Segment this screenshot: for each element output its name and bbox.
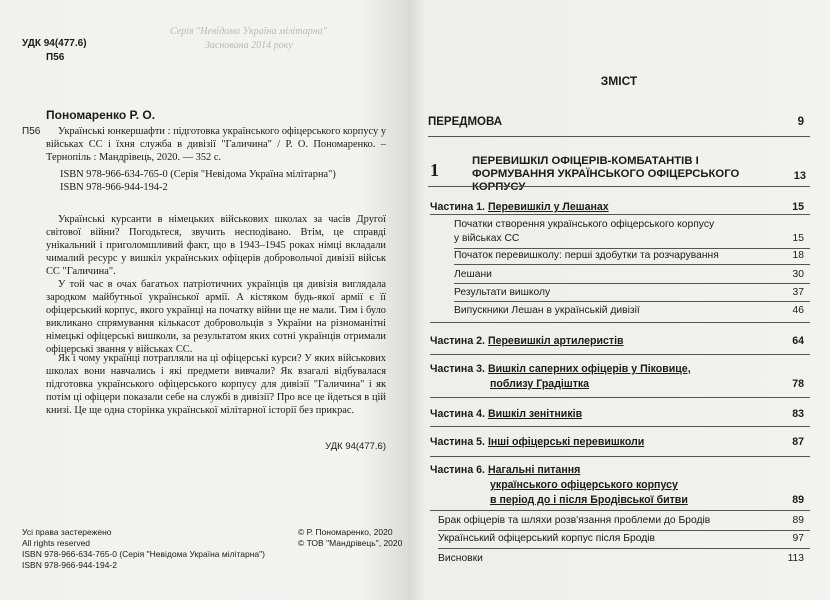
part-title: Перевишкіл у Лешанах bbox=[487, 201, 609, 213]
annotation-paragraph: Українські курсанти в німецьких військових школах за часів Другої світової війни? Погодьтеся, звучить несподівано. Втім, це справді унікальний і приголомшливий факт, що в 1943–1945 роках німці вкладали чималий ресурс у вишкіл українських офіцерів добровольчої дивізії військ СС "Галичина". bbox=[46, 214, 386, 277]
isbn-small: ISBN 978-966-944-194-2 bbox=[22, 560, 117, 570]
toc-page-number: 83 bbox=[792, 408, 804, 420]
divider bbox=[428, 136, 810, 137]
divider bbox=[454, 301, 810, 302]
author-code: П56 bbox=[22, 126, 41, 137]
toc-page-number: 30 bbox=[792, 269, 804, 280]
chapter-number: 1 bbox=[430, 160, 439, 180]
toc-page-number: 37 bbox=[792, 287, 804, 298]
toc-page-number: 46 bbox=[792, 305, 804, 316]
isbn: ISBN 978-966-944-194-2 bbox=[60, 182, 168, 193]
divider bbox=[428, 186, 810, 187]
rights-reserved-en: All rights reserved bbox=[22, 538, 91, 548]
toc-page-number: 64 bbox=[792, 335, 804, 347]
call-number: П56 bbox=[46, 52, 65, 63]
bleed-through-text: Серія "Невідома Україна мілітарна" bbox=[170, 26, 327, 37]
udk-code: УДК 94(477.6) bbox=[22, 38, 87, 49]
divider bbox=[454, 283, 810, 284]
toc-page-number: 89 bbox=[792, 515, 804, 526]
divider bbox=[430, 354, 810, 355]
part-title: Перевишкіл артилеристів bbox=[487, 335, 624, 347]
part-title: Вишкіл зенітників bbox=[487, 408, 583, 420]
chapter-title: ПЕРЕВИШКІЛ ОФІЦЕРІВ-КОМБАТАНТІВ І ФОРМУВАННЯ УКРАЇНСЬКОГО ОФІЦЕРСЬКОГО КОРПУСУ bbox=[472, 155, 740, 193]
divider bbox=[430, 456, 810, 457]
toc-page-number: 97 bbox=[792, 533, 804, 544]
toc-page-number: 15 bbox=[792, 233, 804, 244]
toc-page-number: 15 bbox=[792, 201, 804, 213]
divider bbox=[430, 510, 810, 511]
annotation-paragraph: У той час в очах багатьох патріотичних українців ця дивізія виглядала зародком майбутньої української армії. А кістяком будь-якої армії є її офіцерський корпус, якого українці на початку війни ще не мали. Тим і було викликано спрямування кількасот добровольців з України на різноманітні німецькі офіцерські вишколи, за результатом яких сотні українців отримали офіцерські звання у військах СС. bbox=[46, 279, 386, 355]
bleed-through-text: Заснована 2014 року bbox=[205, 40, 293, 51]
divider bbox=[430, 214, 810, 215]
isbn-small: ISBN 978-966-634-765-0 (Серія "Невідома Україна мілітарна") bbox=[22, 549, 265, 559]
copyright-publisher: © ТОВ "Мандрівець", 2020 bbox=[298, 538, 403, 548]
rights-reserved: Усі права застережено bbox=[22, 527, 112, 537]
annotation-paragraph: Як і чому українці потрапляли на ці офіцерські курси? У яких військових школах вони навчались і які предмети вивчали? Як взагалі відбувалася підготовка українського офіцерського корпусу для дивізії "Галичина" і як потім ці офіцери показали себе на службі в дивізії? Про все це йдеться в цій книзі. Це ще одна сторінка української мілітарної історії без прикрас. bbox=[46, 353, 386, 416]
divider bbox=[454, 248, 810, 249]
divider bbox=[438, 548, 810, 549]
divider bbox=[438, 530, 810, 531]
part-title: Вишкіл саперних офіцерів у Піковице, bbox=[487, 363, 691, 375]
divider bbox=[430, 322, 810, 323]
copyright-author: © Р. Пономаренко, 2020 bbox=[298, 527, 393, 537]
toc-page-number: 87 bbox=[792, 436, 804, 448]
toc-page-number: 18 bbox=[792, 250, 804, 261]
toc-page-number: 89 bbox=[792, 494, 804, 506]
divider bbox=[430, 426, 810, 427]
contents-title: ЗМІСТ bbox=[600, 74, 638, 88]
isbn-series: ISBN 978-966-634-765-0 (Серія "Невідома Україна мілітарна") bbox=[60, 169, 336, 180]
part-title: Інші офіцерські перевишколи bbox=[487, 436, 645, 448]
imprint-page bbox=[0, 0, 408, 600]
toc-page-number: 78 bbox=[792, 378, 804, 390]
divider bbox=[454, 264, 810, 265]
divider bbox=[430, 397, 810, 398]
toc-page-number: 113 bbox=[787, 553, 804, 564]
udk-bottom: УДК 94(477.6) bbox=[325, 441, 386, 452]
toc-page-number: 9 bbox=[797, 116, 804, 128]
author-name: Пономаренко Р. О. bbox=[46, 108, 156, 122]
contents-page: ЗМІСТ ПЕРЕДМОВА 9 1 ПЕРЕВИШКІЛ ОФІЦЕРІВ-КОМБАТАНТІВ І ФОРМУВАННЯ УКРАЇНСЬКОГО ОФІЦЕРСЬКОГО КОРПУСУ 13 Частина 1. Перевишкіл у Лешанах 15 Початки створення українського офіцерського корпусу у військах СС 15 Початок перевишколу: перші здобутки та розчарування 18 Лешани 30 Результати вишколу 37 Випускники Лешан в українській дивізії 46 Частина 2. Перевишкіл артилеристів 64 Частина 3. Вишкіл саперних офіцерів у Піковице, поблизу Градіштка 78 Частина 4. Вишкіл зенітників 83 Частина 5. Інші офіцерські перевишколи 87 Частина 6. Нагальні питання українського офіцерського корпусу в період до і після Бродівської битви 89 Брак офіцерів та шляхи розв'язання проблеми до Бродів 89 Український офіцерський корпус після Бродів 97 Висновки 113 bbox=[408, 0, 830, 600]
part-title: Нагальні питання bbox=[487, 464, 581, 476]
toc-entry-label: ПЕРЕДМОВА bbox=[428, 116, 503, 128]
catalog-entry: Українські юнкершафти : підготовка українського офіцерського корпусу у військах СС і їхня служба в дивізії "Галичина" / Р. О. Пономаренко. – Тернопіль : Мандрівець, 2020. — 352 с. bbox=[46, 126, 387, 163]
